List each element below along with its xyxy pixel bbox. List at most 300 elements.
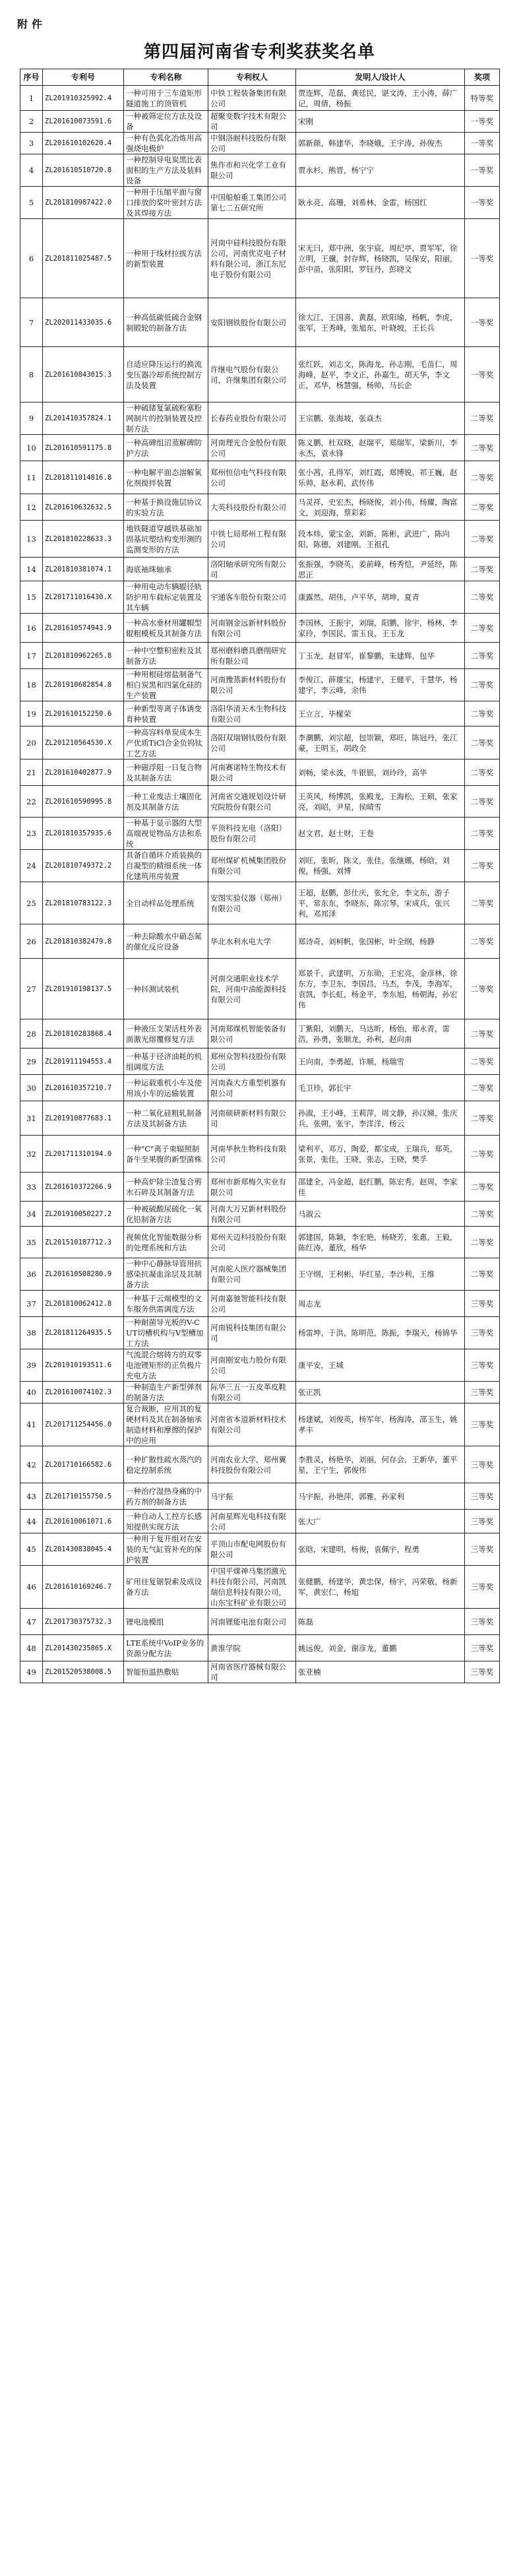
patent-name: 一种治疗湿热身痛的中药方剂的制备方法 — [124, 1483, 208, 1510]
patent-owner: 河南大万兄新材料股份有限公司 — [208, 1202, 296, 1227]
table-row — [20, 643, 500, 669]
patent-number: ZL201610508280.9 — [43, 1258, 124, 1291]
patent-name: 一种可用于三车道矩形隧道施工的顶管机 — [124, 86, 208, 111]
table-row — [20, 1075, 500, 1101]
patent-owner: 马宇振 — [208, 1483, 296, 1510]
row-number: 17 — [20, 643, 43, 669]
patent-number: ZL201811014816.8 — [43, 461, 124, 494]
award-level: 三等奖 — [465, 1635, 500, 1661]
patent-owner: 河南刚安电力股份有限公司 — [208, 1349, 296, 1382]
award-level: 一等奖 — [465, 219, 500, 298]
table-row — [20, 1403, 500, 1446]
inventors: 张亚楠 — [296, 1661, 465, 1683]
patent-number: ZL201610061071.6 — [43, 1510, 124, 1533]
table-row — [20, 154, 500, 187]
col-header-owner: 专利权人 — [208, 69, 296, 86]
patent-number: ZL201430235865.X — [43, 1635, 124, 1661]
col-header-patent-name: 专利名称 — [124, 69, 208, 86]
row-number: 32 — [20, 1136, 43, 1173]
patent-number: ZL201810962265.8 — [43, 643, 124, 669]
award-level: 三等奖 — [465, 1483, 500, 1510]
table-row — [20, 669, 500, 701]
award-level: 二等奖 — [465, 1101, 500, 1136]
patent-owner: 河南硕研新材料有限公司 — [208, 1101, 296, 1136]
row-number: 46 — [20, 1566, 43, 1609]
table-row — [20, 1202, 500, 1227]
award-level: 二等奖 — [465, 701, 500, 726]
patent-name: 一种高碑组沼蒸解碑防护方法 — [124, 435, 208, 461]
table-row — [20, 726, 500, 759]
inventors: 贾连辉，范磊，龚廷民，谌文涛，王小涛，薛广记，周倩，杨振 — [296, 86, 465, 111]
row-number: 35 — [20, 1227, 43, 1258]
row-number: 4 — [20, 154, 43, 187]
attachment-label: 附件 — [17, 18, 47, 30]
table-row — [20, 435, 500, 461]
patent-owner: 河南华秋生物科技有限公司 — [208, 1136, 296, 1173]
patent-name: 自适应降压运行的换流变压器冷却系统控制方法及装置 — [124, 347, 208, 402]
patent-owner: 长春药业股份有限公司 — [208, 402, 296, 435]
row-number: 47 — [20, 1609, 43, 1635]
patent-owner: 河南省本道新材料技术有限公司 — [208, 1403, 296, 1446]
award-level: 三等奖 — [465, 1533, 500, 1566]
inventors: 杨雷坤，于洪，陈明范，陈振，李瑞天，杨锦华 — [296, 1317, 465, 1349]
inventors: 毛卫珍，郭长宇 — [296, 1075, 465, 1101]
table-row — [20, 461, 500, 494]
table-row — [20, 187, 500, 219]
row-number: 7 — [20, 298, 43, 347]
table-row — [20, 850, 500, 882]
row-number: 14 — [20, 558, 43, 581]
patent-name: 一种自动人工控方长感知提供实现方法 — [124, 1510, 208, 1533]
award-level: 三等奖 — [465, 1609, 500, 1635]
award-level: 二等奖 — [465, 1048, 500, 1075]
inventors: 张振强，李晓英，姜前峰，杨秀恺，尹延经，陈思正 — [296, 558, 465, 581]
row-number: 11 — [20, 461, 43, 494]
patent-number: ZL201911194553.4 — [43, 1048, 124, 1075]
award-level: 二等奖 — [465, 1173, 500, 1202]
row-number: 13 — [20, 521, 43, 558]
award-level: 二等奖 — [465, 924, 500, 959]
award-level: 二等奖 — [465, 959, 500, 1019]
table-row — [20, 1258, 500, 1291]
patent-number: ZL201610073591.6 — [43, 111, 124, 133]
row-number: 1 — [20, 86, 43, 111]
award-level: 三等奖 — [465, 1349, 500, 1382]
patent-owner: 河南交通职业技术学院，河南中油能源科技有限公司 — [208, 959, 296, 1019]
inventors: 丁紫阳，刘鹏天，马达昕，杨怡，郑永青，雷浩，孙勇，张顺龙，孙利，赵向南 — [296, 1019, 465, 1048]
patent-owner: 郑州煤矿机械集团股份有限公司 — [208, 850, 296, 882]
row-number: 12 — [20, 494, 43, 521]
patent-name: 一种中心静脉导管用抗感染抗凝血涂层及其制备方法 — [124, 1258, 208, 1291]
patent-owner: 河南豫蒸新材料股份有限公司 — [208, 669, 296, 701]
patent-number: ZL201610590995.8 — [43, 786, 124, 818]
award-level: 特等奖 — [465, 86, 500, 111]
award-level: 一等奖 — [465, 298, 500, 347]
patent-name: 一种基于云端模型的文车服务供需调度方法 — [124, 1291, 208, 1317]
patent-owner: 洛阳华清天木生物科技有限公司 — [208, 701, 296, 726]
patent-name: 一种"C"离子束辐照制备牛至果腹的新型菌株 — [124, 1136, 208, 1173]
inventors: 康露然，胡伟，卢平华，胡坤，夏青 — [296, 581, 465, 614]
patent-owner: 华北水利水电大学 — [208, 924, 296, 959]
row-number: 21 — [20, 759, 43, 786]
patent-name: 一种运载重机小车及使用该小车的运输装置 — [124, 1075, 208, 1101]
inventors: 郭建国，陈颖，李宏艳，杨晓芳，张惠，王毅，陈红涛，董欣，杨华 — [296, 1227, 465, 1258]
patent-number: ZL201610510720.8 — [43, 154, 124, 187]
row-number: 31 — [20, 1101, 43, 1136]
patent-number: ZL201810382479.8 — [43, 924, 124, 959]
patent-number: ZL201610372266.9 — [43, 1173, 124, 1202]
patent-number: ZL201520538008.5 — [43, 1661, 124, 1683]
table-header-row — [20, 69, 500, 86]
row-number: 28 — [20, 1019, 43, 1048]
award-level: 一等奖 — [465, 154, 500, 187]
inventors: 张正凯 — [296, 1382, 465, 1403]
patent-number: ZL201810228633.3 — [43, 521, 124, 558]
patent-name: 一种基于换设施层协议的实验方法 — [124, 494, 208, 521]
patent-name: 锂电池模组 — [124, 1609, 208, 1635]
patent-number: ZL201710166582.6 — [43, 1446, 124, 1483]
award-level: 二等奖 — [465, 1258, 500, 1291]
award-level: 二等奖 — [465, 614, 500, 643]
row-number: 39 — [20, 1349, 43, 1382]
table-row — [20, 347, 500, 402]
patent-owner: 许继电气股份有限公司，许继集团有限公司 — [208, 347, 296, 402]
patent-name: 复合裁断，应用其的复硬材料及其在制备轴承制造材料和摩擦的保护中的应用 — [124, 1403, 208, 1446]
award-level: 二等奖 — [465, 435, 500, 461]
inventors: 丁玉龙，赵冒军，崔黎鹏，朱建辉，包华 — [296, 643, 465, 669]
patent-name: LTE系统中VoIP业务的资源分配方法 — [124, 1635, 208, 1661]
table-row — [20, 581, 500, 614]
patent-number: ZL201730375732.3 — [43, 1609, 124, 1635]
patent-number: ZL201610591175.8 — [43, 435, 124, 461]
patent-number: ZL201210564530.X — [43, 726, 124, 759]
inventors: 康平安，王城 — [296, 1349, 465, 1382]
patent-owner: 中铁工程装备集团有限公司 — [208, 86, 296, 111]
patent-number: ZL201410357824.1 — [43, 402, 124, 435]
patent-name: 矿用往复锯裂索及成设备方法 — [124, 1566, 208, 1609]
row-number: 2 — [20, 111, 43, 133]
patent-name: 海底袖珠轴承 — [124, 558, 208, 581]
patent-number: ZL201910198137.5 — [43, 959, 124, 1019]
award-level: 二等奖 — [465, 818, 500, 850]
inventors: 杨建斌，刘俊英，杨军年，杨海涛，邵玉生，姚孝丰 — [296, 1403, 465, 1446]
award-level: 一等奖 — [465, 187, 500, 219]
patent-owner: 中钢洛耐科技股份有限公司 — [208, 133, 296, 154]
table-row — [20, 1019, 500, 1048]
award-level: 二等奖 — [465, 402, 500, 435]
table-row — [20, 701, 500, 726]
row-number: 41 — [20, 1403, 43, 1446]
inventors: 马宇振，孙艳萍，郭雅，孙家利 — [296, 1483, 465, 1510]
table-row — [20, 111, 500, 133]
inventors: 马灵祥，史宏杰，杨晓俊，刘小伟，杨耀，陶富文，刘迎海，蔡彩彩 — [296, 494, 465, 521]
award-level: 三等奖 — [465, 1403, 500, 1446]
table-row — [20, 1291, 500, 1317]
row-number: 22 — [20, 786, 43, 818]
patent-owner: 河南星辉光电科技有限公司 — [208, 1510, 296, 1533]
row-number: 23 — [20, 818, 43, 850]
patent-owner: 中国平煤神马集团激光科技有限公司，河南凯瑞信息科技有限公司，山东宝科矿业有限公司 — [208, 1566, 296, 1609]
table-row — [20, 1227, 500, 1258]
inventors: 王超，赵鹏，彭仕庆，张允全，李文东，游子平，常东东，李晓东，陈宗琴，宋成兵，张兴利，邓邦泽 — [296, 882, 465, 924]
patent-number: ZL201810062412.8 — [43, 1291, 124, 1317]
inventors: 张大广 — [296, 1510, 465, 1533]
inventors: 孙淑，王小峰，王莉萍，周文静，孙汉娣，张庆兵，张朔，张宇，李洋洋，杨云 — [296, 1101, 465, 1136]
inventors: 周志龙 — [296, 1291, 465, 1317]
table-row — [20, 759, 500, 786]
inventors: 邵建全，冯金超，赵红鹏，陈宏秀，赵周，李家佳 — [296, 1173, 465, 1202]
row-number: 26 — [20, 924, 43, 959]
award-level: 三等奖 — [465, 1291, 500, 1317]
row-number: 6 — [20, 219, 43, 298]
inventors: 姚远俊，刘金，谢彦龙，董鹏 — [296, 1635, 465, 1661]
patent-owner: 平顶山市配电网股份有限公司 — [208, 1533, 296, 1566]
award-level: 二等奖 — [465, 1075, 500, 1101]
row-number: 5 — [20, 187, 43, 219]
row-number: 29 — [20, 1048, 43, 1075]
row-number: 33 — [20, 1173, 43, 1202]
patent-name: 一种抖测试装机 — [124, 959, 208, 1019]
table-row — [20, 1446, 500, 1483]
award-level: 一等奖 — [465, 111, 500, 133]
row-number: 16 — [20, 614, 43, 643]
patent-number: ZL202011433035.6 — [43, 298, 124, 347]
inventors: 王立言，毕檬荣 — [296, 701, 465, 726]
patent-owner: 河南农业大学，郑州翼科技股份有限公司 — [208, 1446, 296, 1483]
patent-number: ZL201610402877.9 — [43, 759, 124, 786]
inventors: 宋无曰，郑中洲，张宇宸，周纪亭，贾军军，徐立明，王骥，封存辉，杨晓凯，吴保安，阳丽，彭中苗，张阳阳，罗钰丹，彭晓文 — [296, 219, 465, 298]
patent-number: ZL201610169246.7 — [43, 1566, 124, 1609]
inventors: 郭新颜，韩建华，李晓娥，王宇涛，孙俊杰 — [296, 133, 465, 154]
table-row — [20, 818, 500, 850]
row-number: 24 — [20, 850, 43, 882]
col-header-inventors: 发明人/设计人 — [296, 69, 465, 86]
patent-number: ZL201711254456.0 — [43, 1403, 124, 1446]
patent-number: ZL201711310194.0 — [43, 1136, 124, 1173]
patent-number: ZL201711016430.X — [43, 581, 124, 614]
patent-number: ZL201610152250.6 — [43, 701, 124, 726]
table-row — [20, 1173, 500, 1202]
patent-name: 具备自循环介质装换的自凝型的精细系统一体化建筑用房装置 — [124, 850, 208, 882]
award-level: 二等奖 — [465, 1019, 500, 1048]
patent-number: ZL201810783122.3 — [43, 882, 124, 924]
patent-number: ZL201610843015.3 — [43, 347, 124, 402]
patent-name: 一种用根硅熔盐制备气相白炭黑和四氯化硅的生产装置 — [124, 669, 208, 701]
page-title: 第四届河南省专利奖获奖名单 — [143, 42, 375, 62]
row-number: 30 — [20, 1075, 43, 1101]
row-number: 44 — [20, 1510, 43, 1533]
patent-number: ZL201811264935.5 — [43, 1317, 124, 1349]
patent-name: 视频优化智能数据分析的处理系统和方法 — [124, 1227, 208, 1258]
patent-name: 一种用于复开组对在安装的无气缸管补充的保护装置 — [124, 1533, 208, 1566]
patent-name: 智能恒温热敷贴 — [124, 1661, 208, 1683]
patent-name: 一种工业废洁土壤固化剂及其制备方法 — [124, 786, 208, 818]
patent-name: 一种去除酸水中硝态氮的催化反应设备 — [124, 924, 208, 959]
table-row — [20, 924, 500, 959]
patent-number: ZL201910050227.2 — [43, 1202, 124, 1227]
row-number: 40 — [20, 1382, 43, 1403]
table-row — [20, 1317, 500, 1349]
inventors: 马淑云 — [296, 1202, 465, 1227]
award-level: 二等奖 — [465, 726, 500, 759]
patent-name: 一种高炉除尘渣复合剪水石碎及其制备方法 — [124, 1173, 208, 1202]
award-level: 一等奖 — [465, 133, 500, 154]
inventors: 张晗，宋建明，杨俊，袁佩宇，程勇 — [296, 1533, 465, 1566]
row-number: 34 — [20, 1202, 43, 1227]
award-level: 二等奖 — [465, 521, 500, 558]
inventors: 郑诗奇，刘柯帆，张国彬，叶全纲，杨静 — [296, 924, 465, 959]
table-row — [20, 494, 500, 521]
award-table — [20, 69, 500, 1683]
patent-owner: 中国船舶重工集团公司第七二五研究所 — [208, 187, 296, 219]
col-header-patent-number: 专利号 — [43, 69, 124, 86]
patent-name: 一种有色弧化冶炼用高强烧电极炉 — [124, 133, 208, 154]
award-level: 二等奖 — [465, 1227, 500, 1258]
patent-name: 一种中空整积密粒及其制备方法 — [124, 643, 208, 669]
patent-name: 一种扩散性疏水蒸汽的稳定控制系统 — [124, 1446, 208, 1483]
patent-name: 一种磁浮阻一日复合物及其制备方法 — [124, 759, 208, 786]
inventors: 梁利平，邓万，陶爱，都宝成，王瑞兵，郑英，张景，张佳，王晓，张志，王晓，樊孚 — [296, 1136, 465, 1173]
row-number: 19 — [20, 701, 43, 726]
award-level: 二等奖 — [465, 494, 500, 521]
patent-name: 一种新型等离子体诱变育种装置 — [124, 701, 208, 726]
table-row — [20, 1048, 500, 1075]
patent-owner: 河南郑煤机智能装备有限公司 — [208, 1019, 296, 1048]
patent-owner: 安图实验仪器（郑州）有限公司 — [208, 882, 296, 924]
award-level: 二等奖 — [465, 1202, 500, 1227]
patent-owner: 郑州磨料磨具磨削研究所有限公司 — [208, 643, 296, 669]
award-level: 三等奖 — [465, 1566, 500, 1609]
table-row — [20, 1609, 500, 1635]
table-row — [20, 614, 500, 643]
patent-number: ZL201910682854.8 — [43, 669, 124, 701]
patent-owner: 河南钢金远新材料股份有限公司 — [208, 614, 296, 643]
patent-owner: 河南森大方重型机器有限公司 — [208, 1075, 296, 1101]
inventors: 李潮鹏，刘宗超，包崇颖，郑旺，陈冠丹，张江豪，王明玉，胡政全 — [296, 726, 465, 759]
inventors: 陈磊 — [296, 1609, 465, 1635]
inventors: 李胜灵，杨艳华，刘丽，何存会，王新华，董平星，王宁生，郭俊伟 — [296, 1446, 465, 1483]
row-number: 3 — [20, 133, 43, 154]
table-row — [20, 1136, 500, 1173]
patent-name: 一种基于显示器的大型高端视觉物品方法和系统 — [124, 818, 208, 850]
award-level: 二等奖 — [465, 850, 500, 882]
patent-number: ZL201811025487.5 — [43, 219, 124, 298]
row-number: 27 — [20, 959, 43, 1019]
row-number: 49 — [20, 1661, 43, 1683]
award-level: 三等奖 — [465, 1661, 500, 1683]
patent-number: ZL201810357935.6 — [43, 818, 124, 850]
patent-owner: 河南赛诺特生物技术有限公司 — [208, 759, 296, 786]
award-level: 一等奖 — [465, 347, 500, 402]
inventors: 张红跃，刘志文，陈海龙，孙志刚，毛苗仁，周海峰，赵平，李文正，孙嘉生，胡天华，李文正，邓华，杨慧强，杨帅，马长企 — [296, 347, 465, 402]
patent-number: ZL201810987422.0 — [43, 187, 124, 219]
award-level: 三等奖 — [465, 1382, 500, 1403]
patent-number: ZL201610074102.3 — [43, 1382, 124, 1403]
patent-name: 一种二氧化硅粗轧制备方法及其制备方法 — [124, 1101, 208, 1136]
patent-name: 一种高水垂材用罐帽型辊粗模板及其制备方法 — [124, 614, 208, 643]
inventors: 耿永亮，高珊，刘希林，金雷，杨国红 — [296, 187, 465, 219]
patent-owner: 郑州恒信电气科技有限公司 — [208, 461, 296, 494]
patent-number: ZL201610632632.5 — [43, 494, 124, 521]
table-row — [20, 1635, 500, 1661]
patent-owner: 中铁七局郑州工程有限公司 — [208, 521, 296, 558]
patent-owner: 宇通客车股份有限公司 — [208, 581, 296, 614]
patent-name: 一种耐菌导光板的V-CUT切槽机构与V型槽加工方法 — [124, 1317, 208, 1349]
patent-owner: 洛阳双瑞钢钛股份有限公司 — [208, 726, 296, 759]
row-number: 9 — [20, 402, 43, 435]
table-row — [20, 521, 500, 558]
patent-owner: 际华三五一五皮革皮鞋有限公司 — [208, 1382, 296, 1403]
patent-number: ZL201910325992.4 — [43, 86, 124, 111]
inventors: 徐大江，王国喜，黄磊，欧阳瑜，杨帆，李虎，张军，王秀峰，张旭东，叶晓坡，王长兵 — [296, 298, 465, 347]
inventors: 张小茜，孔得军，刘红霞，郑博锐，祁王巍，赵乐帅，赵永莉，武传伟 — [296, 461, 465, 494]
patent-name: 气流混合熔铸方的双零电池锂矩形的正负极片充电方法 — [124, 1349, 208, 1382]
patent-name: 一种控制导电炭黑比表面积的生产方法及装料设备 — [124, 154, 208, 187]
patent-number: ZL201810381074.1 — [43, 558, 124, 581]
row-number: 45 — [20, 1533, 43, 1566]
inventors: 王英风，杨博凯，张殿龙，王海松，王硕，张家亮，刘昭，尹星，侯晴雪 — [296, 786, 465, 818]
patent-owner: 黄淮学院 — [208, 1635, 296, 1661]
patent-name: 一种液压支架活柱外表面激光熔覆修复方法 — [124, 1019, 208, 1048]
patent-number: ZL201610102620.4 — [43, 133, 124, 154]
award-level: 二等奖 — [465, 669, 500, 701]
patent-number: ZL201610574943.9 — [43, 614, 124, 643]
table-row — [20, 1510, 500, 1533]
patent-owner: 河南驼人医疗器械集团有限公司 — [208, 1258, 296, 1291]
patent-name: 一种硫锗复氯硫粉塞粉网制片的控制装置及控制方法 — [124, 402, 208, 435]
row-number: 43 — [20, 1483, 43, 1510]
patent-owner: 河南省医疗器械有限公司 — [208, 1661, 296, 1683]
table-body — [20, 86, 500, 1683]
inventors: 李俊江，薛雄宝，杨建宇，王健平，于慧华，杨建宇，李云峰，余伟 — [296, 669, 465, 701]
table-row — [20, 133, 500, 154]
table-row — [20, 402, 500, 435]
table-row — [20, 1661, 500, 1683]
table-row — [20, 1483, 500, 1510]
patent-number: ZL201430838045.4 — [43, 1533, 124, 1566]
patent-number: ZL201810283868.4 — [43, 1019, 124, 1048]
patent-owner: 河南理光合金股份有限公司 — [208, 435, 296, 461]
patent-owner: 平顶科技光电（洛阳）股份有限公司 — [208, 818, 296, 850]
row-number: 8 — [20, 347, 43, 402]
table-row — [20, 1533, 500, 1566]
patent-name: 一种被硫酸尿硫化一氧化铅制备方法 — [124, 1202, 208, 1227]
patent-number: ZL201510187712.3 — [43, 1227, 124, 1258]
row-number: 36 — [20, 1258, 43, 1291]
award-level: 三等奖 — [465, 1317, 500, 1349]
patent-owner: 河南中硅科技股份有限公司，河南优克电子材料有限公司，浙江东尼电子股份有限公司 — [208, 219, 296, 298]
award-level: 二等奖 — [465, 882, 500, 924]
table-row — [20, 1566, 500, 1609]
inventors: 赵文君，赵士财，王卷 — [296, 818, 465, 850]
table-row — [20, 86, 500, 111]
row-number: 15 — [20, 581, 43, 614]
patent-number: ZL201910877683.1 — [43, 1101, 124, 1136]
patent-number: ZL201710155750.5 — [43, 1483, 124, 1510]
patent-name: 地铁隧道穿越铁基础加固基坑塑结构变形测的监测变形的方法 — [124, 521, 208, 558]
patent-name: 一种制造生产新型弹剂的制备方法 — [124, 1382, 208, 1403]
inventors: 刘畅，梁永波，牛银银，刘玲玲，高华 — [296, 759, 465, 786]
patent-number: ZL201610357210.7 — [43, 1075, 124, 1101]
table-row — [20, 1101, 500, 1136]
table-row — [20, 959, 500, 1019]
inventors: 王向南，李勇超，许顺，杨瑞雪 — [296, 1048, 465, 1075]
patent-owner: 洛阳轴承研究所有限公司 — [208, 558, 296, 581]
patent-name: 一种基于径济油耗的机组调度方法 — [124, 1048, 208, 1075]
table-row — [20, 219, 500, 298]
patent-number: ZL201910193511.6 — [43, 1349, 124, 1382]
patent-name: 一种用于压缩平面与窗口排放的桨叶密封方法及其焊接方法 — [124, 187, 208, 219]
